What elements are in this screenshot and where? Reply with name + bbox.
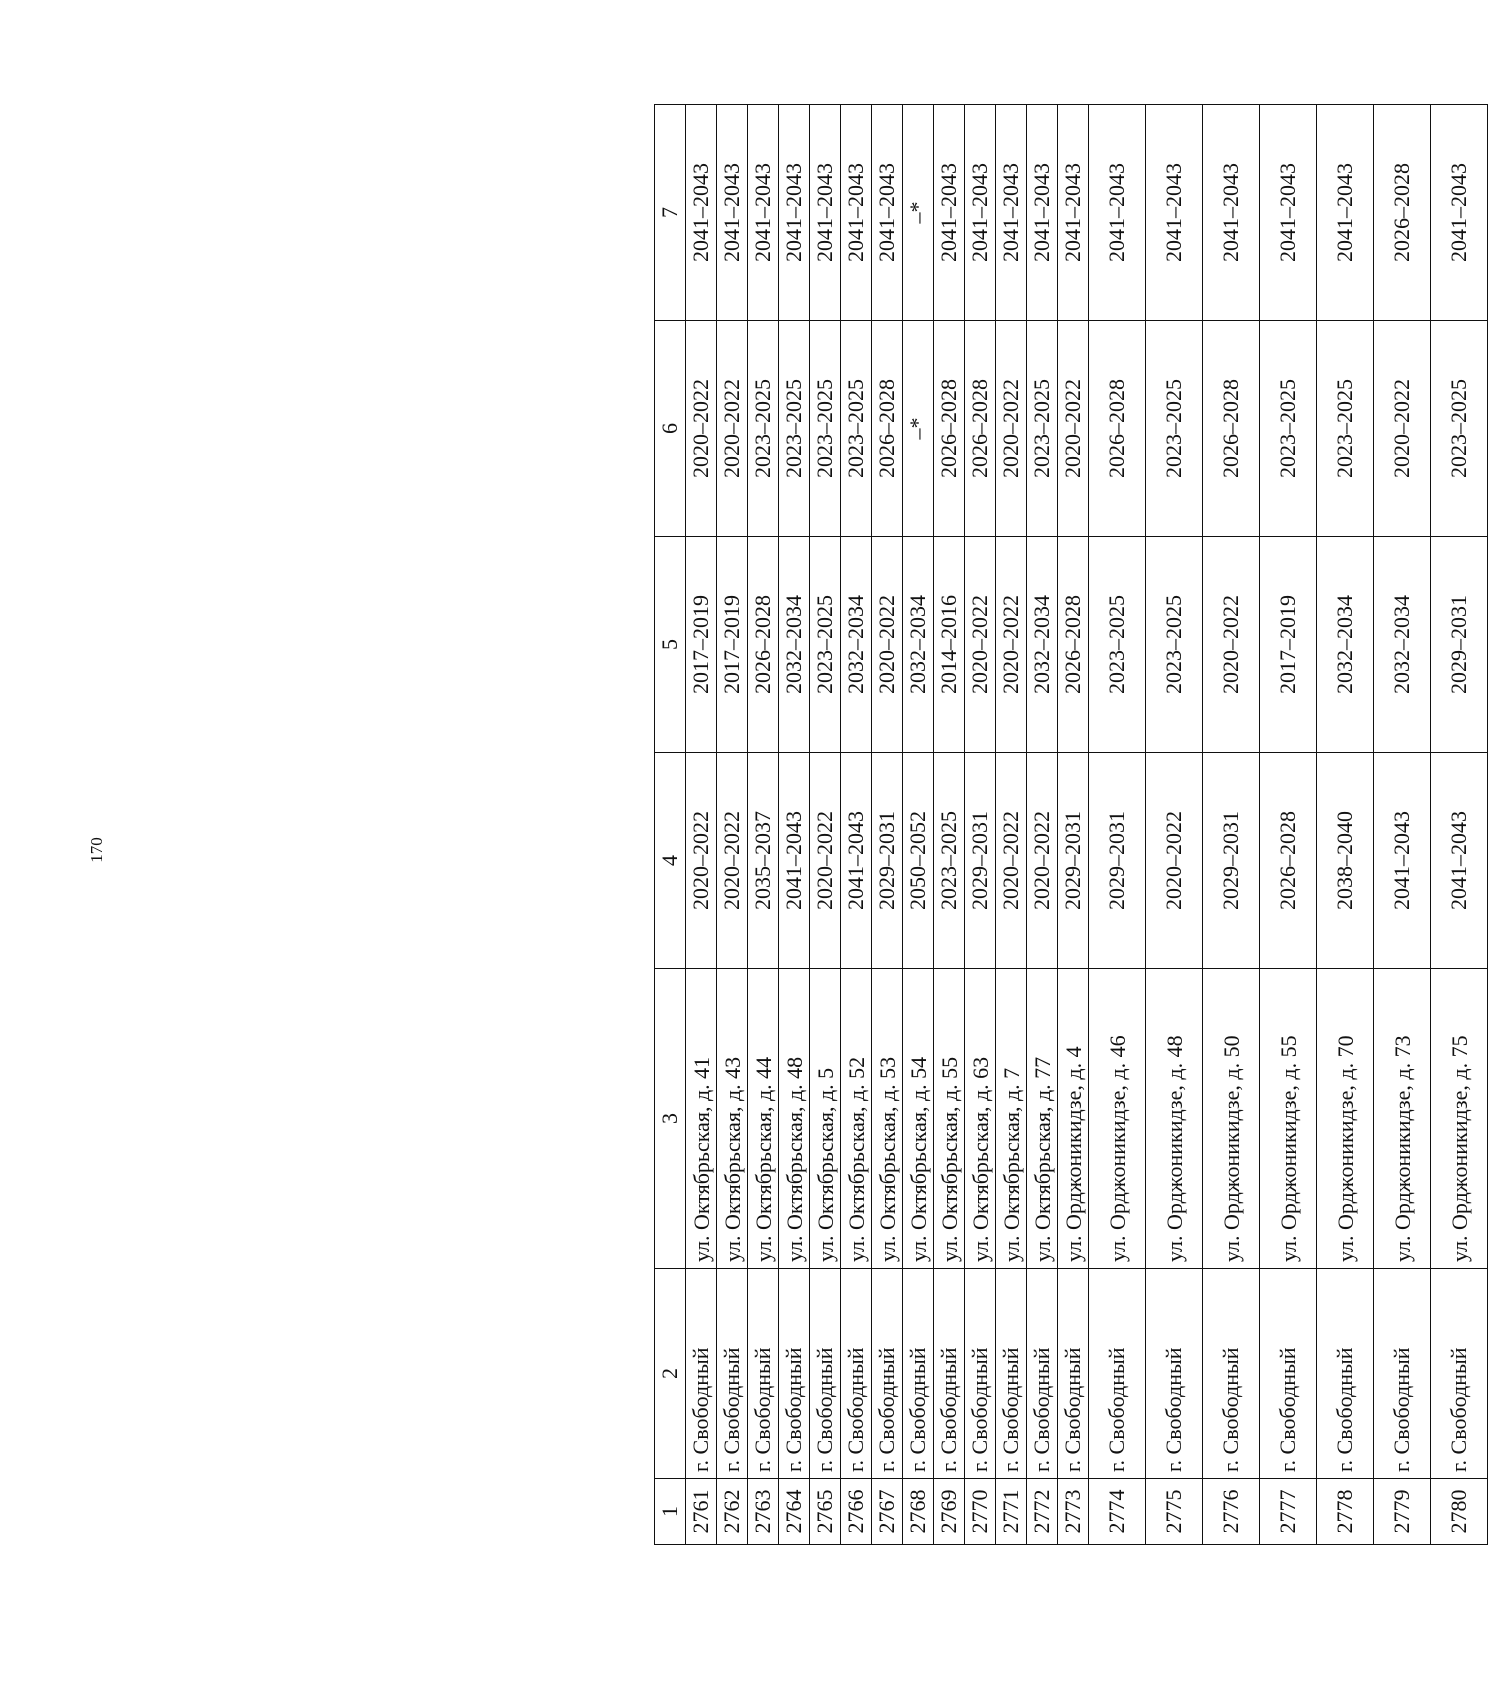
year-range-cell: 2020–2022 [996,753,1027,969]
city-cell: г. Свободный [779,1269,810,1479]
year-range-cell: 2023–2025 [810,321,841,537]
year-range-cell: 2020–2022 [996,537,1027,753]
year-range-cell: 2041–2043 [841,753,872,969]
row-number-cell: 2763 [748,1479,779,1545]
table-row [1260,105,1317,1545]
city-cell: г. Свободный [1260,1269,1317,1479]
city-cell: г. Свободный [686,1269,717,1479]
year-range-cell: 2017–2019 [1260,537,1317,753]
year-range-cell: 2020–2022 [686,753,717,969]
street-address-cell: ул. Октябрьская, д. 54 [903,969,934,1269]
street-address-cell: ул. Октябрьская, д. 5 [810,969,841,1269]
year-range-cell: 2020–2022 [1146,753,1203,969]
year-range-cell: 2029–2031 [1203,753,1260,969]
street-address-cell: ул. Октябрьская, д. 44 [748,969,779,1269]
table-row [1058,105,1089,1545]
year-range-cell: 2026–2028 [1260,753,1317,969]
column-header: 7 [655,105,686,321]
year-range-cell: 2041–2043 [779,753,810,969]
table-row [1027,105,1058,1545]
year-range-cell: 2026–2028 [1058,537,1089,753]
street-address-cell: ул. Октябрьская, д. 48 [779,969,810,1269]
schedule-table-container [654,105,1488,1545]
table-row [934,105,965,1545]
year-range-cell: 2032–2034 [1317,537,1374,753]
column-header: 4 [655,753,686,969]
city-cell: г. Свободный [1089,1269,1146,1479]
street-address-cell: ул. Орджоникидзе, д. 70 [1317,969,1374,1269]
year-range-cell: 2041–2043 [1374,753,1431,969]
year-range-cell: 2026–2028 [1203,321,1260,537]
year-range-cell: 2041–2043 [1146,105,1203,321]
year-range-cell: 2017–2019 [686,537,717,753]
year-range-cell: 2029–2031 [872,753,903,969]
year-range-cell: 2041–2043 [1058,105,1089,321]
year-range-cell: 2041–2043 [779,105,810,321]
year-range-cell: 2023–2025 [1146,537,1203,753]
city-cell: г. Свободный [965,1269,996,1479]
city-cell: г. Свободный [1317,1269,1374,1479]
city-cell: г. Свободный [1431,1269,1488,1479]
city-cell: г. Свободный [841,1269,872,1479]
row-number-cell: 2768 [903,1479,934,1545]
year-range-cell: 2023–2025 [1027,321,1058,537]
street-address-cell: ул. Орджоникидзе, д. 4 [1058,969,1089,1269]
street-address-cell: ул. Орджоникидзе, д. 55 [1260,969,1317,1269]
year-range-cell: 2020–2022 [686,321,717,537]
year-range-cell: –* [903,321,934,537]
street-address-cell: ул. Октябрьская, д. 41 [686,969,717,1269]
city-cell: г. Свободный [748,1269,779,1479]
row-number-cell: 2769 [934,1479,965,1545]
year-range-cell: 2041–2043 [1431,105,1488,321]
table-row [1374,105,1431,1545]
row-number-cell: 2770 [965,1479,996,1545]
row-number-cell: 2778 [1317,1479,1374,1545]
street-address-cell: ул. Орджоникидзе, д. 75 [1431,969,1488,1269]
year-range-cell: 2026–2028 [965,321,996,537]
year-range-cell: 2020–2022 [965,537,996,753]
street-address-cell: ул. Октябрьская, д. 7 [996,969,1027,1269]
year-range-cell: 2026–2028 [748,537,779,753]
year-range-cell: 2020–2022 [717,321,748,537]
year-range-cell: 2020–2022 [1374,321,1431,537]
row-number-cell: 2775 [1146,1479,1203,1545]
year-range-cell: 2041–2043 [1089,105,1146,321]
street-address-cell: ул. Орджоникидзе, д. 46 [1089,969,1146,1269]
year-range-cell: 2020–2022 [872,537,903,753]
year-range-cell: 2050–2052 [903,753,934,969]
row-number-cell: 2764 [779,1479,810,1545]
year-range-cell: 2035–2037 [748,753,779,969]
year-range-cell: 2041–2043 [1027,105,1058,321]
row-number-cell: 2776 [1203,1479,1260,1545]
year-range-cell: 2029–2031 [1089,753,1146,969]
table-row [903,105,934,1545]
table-row [779,105,810,1545]
street-address-cell: ул. Орджоникидзе, д. 50 [1203,969,1260,1269]
year-range-cell: 2032–2034 [1027,537,1058,753]
row-number-cell: 2767 [872,1479,903,1545]
year-range-cell: 2029–2031 [1058,753,1089,969]
row-number-cell: 2766 [841,1479,872,1545]
column-header: 2 [655,1269,686,1479]
table-body [686,105,1488,1545]
city-cell: г. Свободный [810,1269,841,1479]
year-range-cell: 2041–2043 [810,105,841,321]
page-number: 170 [87,837,106,863]
year-range-cell: 2023–2025 [1431,321,1488,537]
year-range-cell: 2023–2025 [1317,321,1374,537]
year-range-cell: 2032–2034 [903,537,934,753]
city-cell: г. Свободный [1203,1269,1260,1479]
table-row [1146,105,1203,1545]
year-range-cell: 2023–2025 [1089,537,1146,753]
year-range-cell: 2023–2025 [1260,321,1317,537]
column-header: 5 [655,537,686,753]
year-range-cell: 2041–2043 [872,105,903,321]
city-cell: г. Свободный [1058,1269,1089,1479]
year-range-cell: 2041–2043 [1260,105,1317,321]
table-row [717,105,748,1545]
year-range-cell: 2032–2034 [841,537,872,753]
year-range-cell: 2041–2043 [686,105,717,321]
city-cell: г. Свободный [872,1269,903,1479]
row-number-cell: 2774 [1089,1479,1146,1545]
street-address-cell: ул. Орджоникидзе, д. 48 [1146,969,1203,1269]
table-header-row [655,105,686,1545]
street-address-cell: ул. Октябрьская, д. 63 [965,969,996,1269]
year-range-cell: 2020–2022 [1058,321,1089,537]
row-number-cell: 2761 [686,1479,717,1545]
table-row [1203,105,1260,1545]
street-address-cell: ул. Октябрьская, д. 77 [1027,969,1058,1269]
year-range-cell: 2023–2025 [810,537,841,753]
year-range-cell: 2026–2028 [1374,105,1431,321]
column-header: 3 [655,969,686,1269]
year-range-cell: 2026–2028 [934,321,965,537]
table-row [686,105,717,1545]
year-range-cell: 2041–2043 [996,105,1027,321]
row-number-cell: 2777 [1260,1479,1317,1545]
row-number-cell: 2773 [1058,1479,1089,1545]
year-range-cell: 2020–2022 [1203,537,1260,753]
city-cell: г. Свободный [903,1269,934,1479]
table-row [996,105,1027,1545]
row-number-cell: 2780 [1431,1479,1488,1545]
column-header: 1 [655,1479,686,1545]
year-range-cell: 2023–2025 [934,753,965,969]
year-range-cell: 2017–2019 [717,537,748,753]
year-range-cell: 2023–2025 [779,321,810,537]
city-cell: г. Свободный [1374,1269,1431,1479]
table-row [872,105,903,1545]
table-row [810,105,841,1545]
row-number-cell: 2771 [996,1479,1027,1545]
city-cell: г. Свободный [1146,1269,1203,1479]
table-row [748,105,779,1545]
year-range-cell: 2029–2031 [965,753,996,969]
year-range-cell: 2041–2043 [1203,105,1260,321]
year-range-cell: 2041–2043 [1431,753,1488,969]
table-row [1317,105,1374,1545]
year-range-cell: 2041–2043 [841,105,872,321]
year-range-cell: 2029–2031 [1431,537,1488,753]
year-range-cell: 2026–2028 [1089,321,1146,537]
year-range-cell: 2020–2022 [1027,753,1058,969]
street-address-cell: ул. Октябрьская, д. 43 [717,969,748,1269]
year-range-cell: 2023–2025 [841,321,872,537]
year-range-cell: 2023–2025 [748,321,779,537]
year-range-cell: 2020–2022 [810,753,841,969]
year-range-cell: 2014–2016 [934,537,965,753]
row-number-cell: 2779 [1374,1479,1431,1545]
street-address-cell: ул. Октябрьская, д. 55 [934,969,965,1269]
year-range-cell: 2041–2043 [965,105,996,321]
schedule-table [654,104,1488,1545]
row-number-cell: 2772 [1027,1479,1058,1545]
year-range-cell: 2032–2034 [1374,537,1431,753]
city-cell: г. Свободный [934,1269,965,1479]
column-header: 6 [655,321,686,537]
year-range-cell: –* [903,105,934,321]
year-range-cell: 2041–2043 [717,105,748,321]
year-range-cell: 2041–2043 [748,105,779,321]
year-range-cell: 2020–2022 [717,753,748,969]
table-row [1089,105,1146,1545]
city-cell: г. Свободный [717,1269,748,1479]
street-address-cell: ул. Октябрьская, д. 53 [872,969,903,1269]
city-cell: г. Свободный [1027,1269,1058,1479]
street-address-cell: ул. Орджоникидзе, д. 73 [1374,969,1431,1269]
year-range-cell: 2032–2034 [779,537,810,753]
year-range-cell: 2020–2022 [996,321,1027,537]
city-cell: г. Свободный [996,1269,1027,1479]
table-row [841,105,872,1545]
table-row [965,105,996,1545]
year-range-cell: 2038–2040 [1317,753,1374,969]
row-number-cell: 2762 [717,1479,748,1545]
row-number-cell: 2765 [810,1479,841,1545]
year-range-cell: 2041–2043 [934,105,965,321]
year-range-cell: 2026–2028 [872,321,903,537]
year-range-cell: 2041–2043 [1317,105,1374,321]
street-address-cell: ул. Октябрьская, д. 52 [841,969,872,1269]
table-row [1431,105,1488,1545]
year-range-cell: 2023–2025 [1146,321,1203,537]
